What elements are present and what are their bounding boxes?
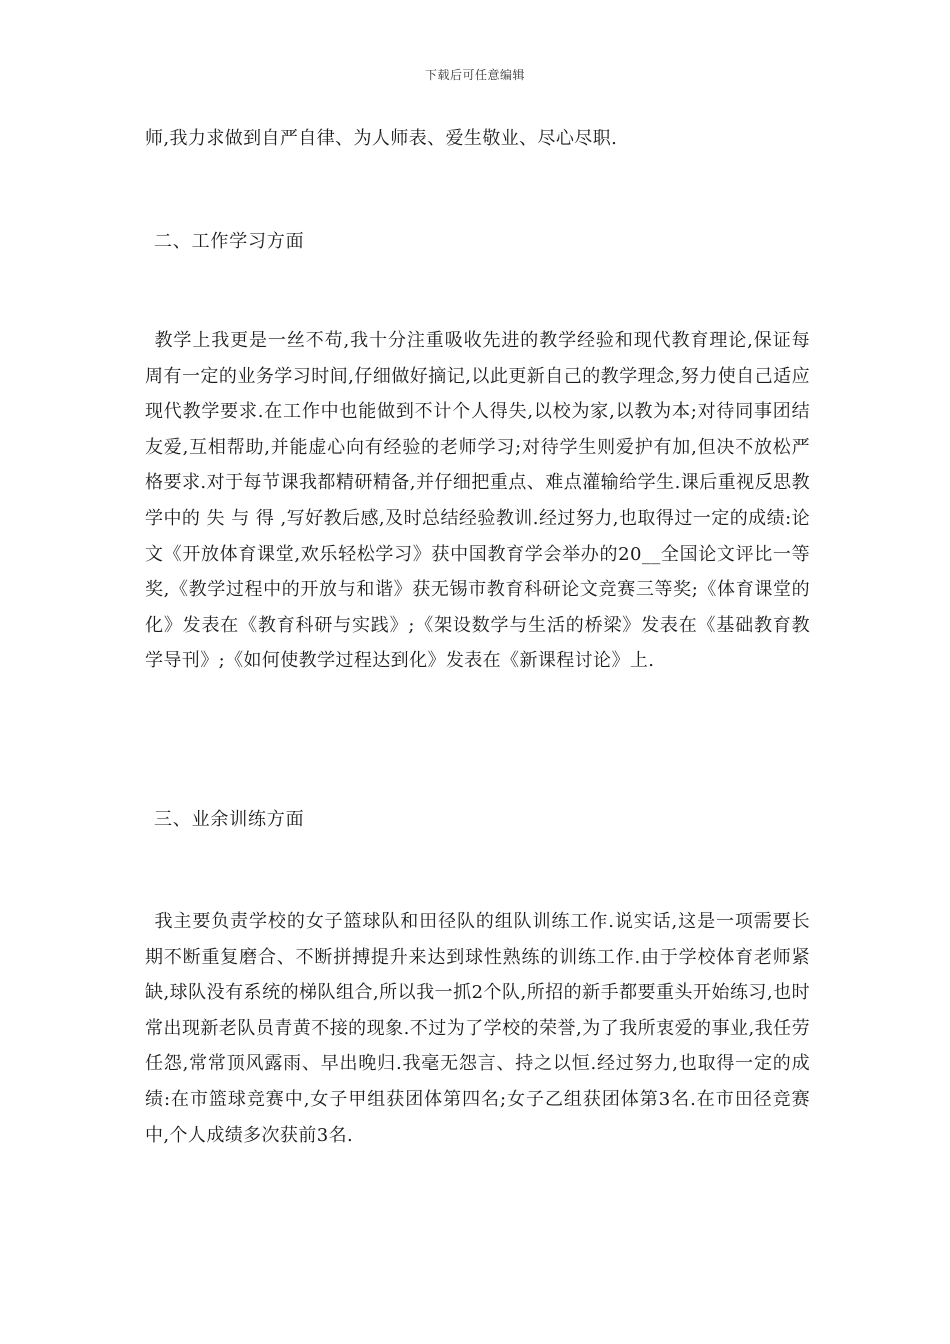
paragraph-2 bbox=[145, 323, 810, 679]
page-header: 下载后可任意编辑 bbox=[424, 68, 525, 82]
section-heading-2: 二、工作学习方面 bbox=[154, 231, 305, 252]
paragraph-3 bbox=[145, 904, 810, 1153]
section-heading-3: 三、业余训练方面 bbox=[154, 809, 305, 830]
paragraph-1: 师,我力求做到自严自律、为人师表、爱生敬业、尽心尽职. bbox=[145, 128, 618, 149]
paragraph-2-text: 教学上我更是一丝不苟,我十分注重吸收先进的教学经验和现代教育理论,保证每周有一定的业务学习时间,仔细做好摘记,以此更新自己的教学理念,努力使自己适应现代教学要求.在工作中也能做到不计个人得失,以校为家,以教为本;对待同事团结友爱,互相帮助,并能虚心向有经验的老师学习;对待学生则爱护有加,但决不放松严格要求.对于每节课我都精研精备,并仔细把重点、难点灌输给学生.课后重视反思教学中的 失 与 得 ,写好教后感,及时总结经验教训.经过努力,也取得过一定的成绩:论文《开放体育课堂,欢乐轻松学习》获中国教育学会举办的20__全国论文评比一等奖,《教学过程中的开放与和谐》获无锡市教育科研论文竞赛三等奖;《体育课堂的化》发表在《教育科研与实践》;《架设数学与生活的桥梁》发表在《基础教育教学导刊》;《如何使教学过程达到化》发表在《新课程讨论》上. bbox=[145, 330, 810, 672]
paragraph-3-text: 我主要负责学校的女子篮球队和田径队的组队训练工作.说实话,这是一项需要长期不断重复磨合、不断拼搏提升来达到球性熟练的训练工作.由于学校体育老师紧缺,球队没有系统的梯队组合,所以我一抓2个队,所招的新手都要重头开始练习,也时常出现新老队员青黄不接的现象.不过为了学校的荣誉,为了我所衷爱的事业,我任劳任怨,常常顶风露雨、早出晚归.我毫无怨言、持之以恒.经过努力,也取得一定的成绩:在市篮球竞赛中,女子甲组获团体第四名;女子乙组获团体第3名.在市田径竞赛中,个人成绩多次获前3名. bbox=[145, 911, 810, 1146]
